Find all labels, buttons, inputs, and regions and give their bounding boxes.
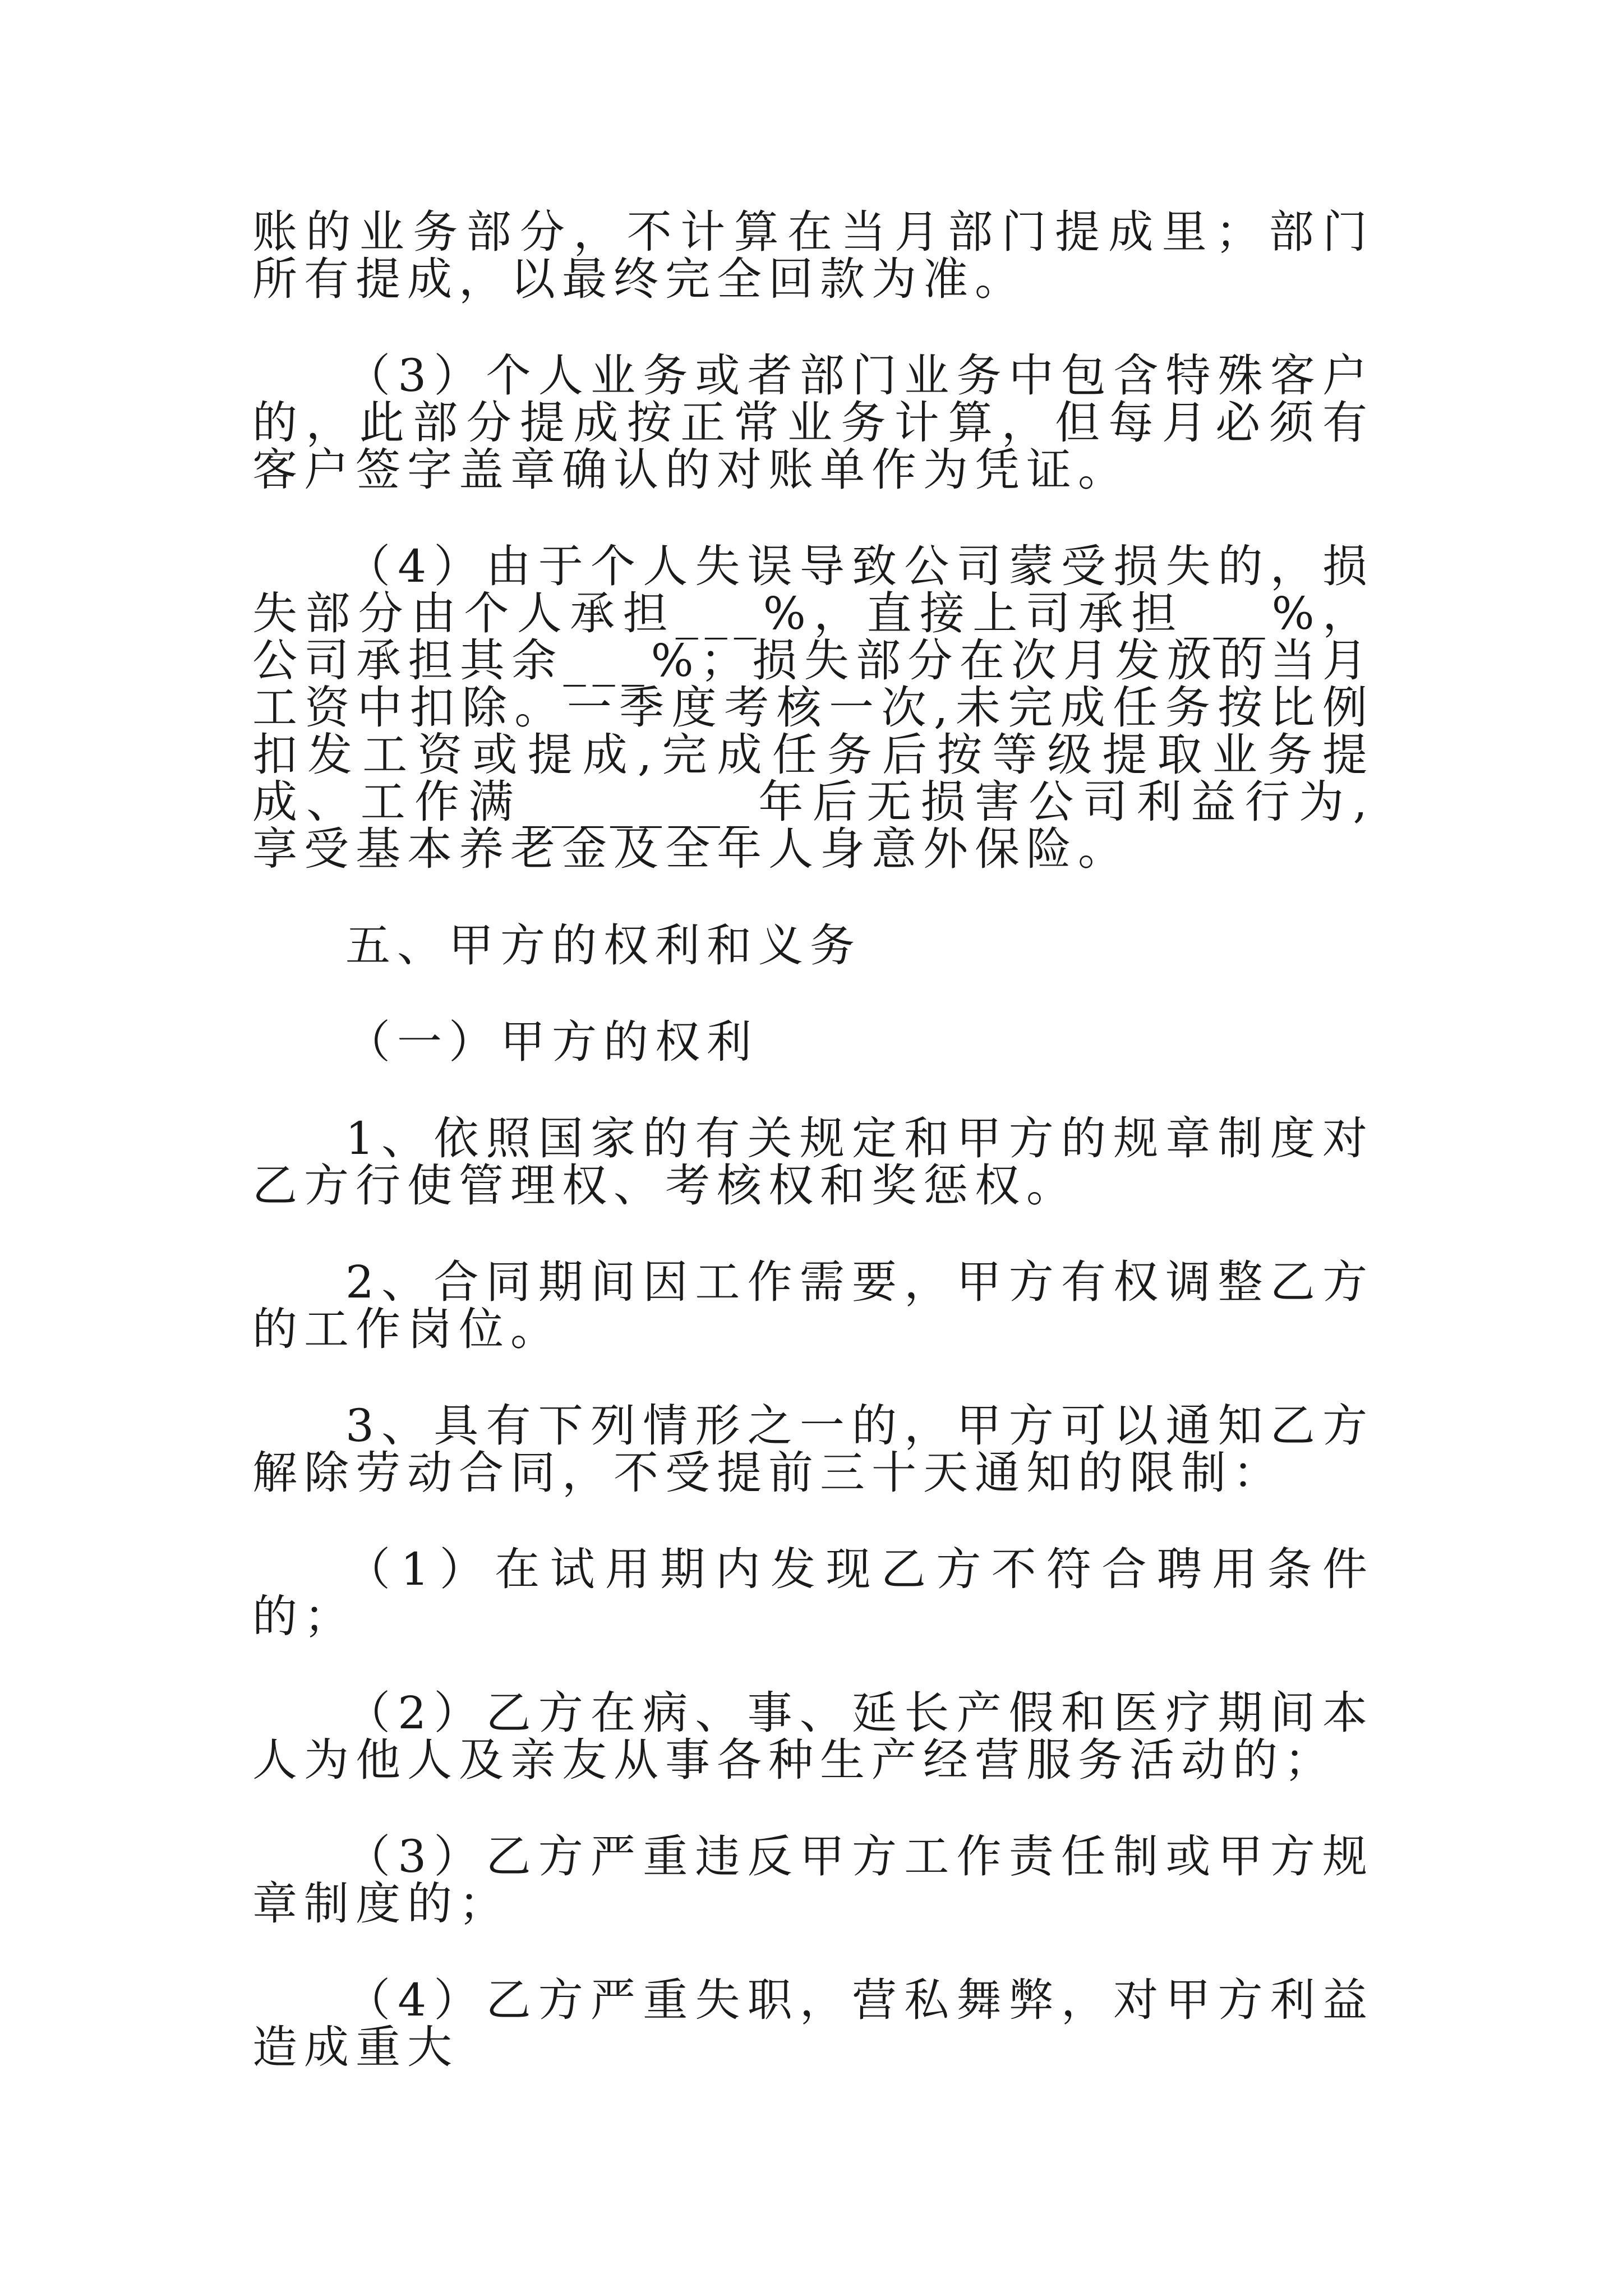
paragraph-item-3-special-clients: （3）个人业务或者部门业务中包含特殊客户的，此部分提成按正常业务计算，但每月必须有客户签字盖章确认的对账单作为凭证。 [252,349,1374,496]
paragraph-continuation: 账的业务部分，不计算在当月部门提成里；部门所有提成，以最终完全回款为准。 [252,206,1374,305]
paragraph-right-1: 1、依照国家的有关规定和甲方的规章制度对乙方行使管理权、考核权和奖惩权。 [252,1112,1374,1212]
paragraph-right-2: 2、合同期间因工作需要，甲方有权调整乙方的工作岗位。 [252,1256,1374,1355]
document-body [252,206,1374,2120]
paragraph-item-4-losses: （4）由于个人失误导致公司蒙受损失的，损失部分由个人承担___%，直接上司承担___%，公司承担其余___%；损失部分在次月发放的当月工资中扣除。一季度考核一次,未完成任务按比例扣发工资或提成,完成任务后按等级提取业务提成、工作满________年后无损害公司利益行为,享受基本养老金及全年人身意外保险。 [252,540,1374,875]
paragraph-right-3: 3、具有下列情形之一的，甲方可以通知乙方解除劳动合同，不受提前三十天通知的限制： [252,1400,1374,1499]
paragraph-condition-2: （2）乙方在病、事、延长产假和医疗期间本人为他人及亲友从事各种生产经营服务活动的； [252,1687,1374,1786]
paragraph-condition-3: （3）乙方严重违反甲方工作责任制或甲方规章制度的； [252,1830,1374,1930]
section-heading-party-a-rights-duties: 五、甲方的权利和义务 [345,919,861,972]
paragraph-condition-4: （4）乙方严重失职，营私舞弊，对甲方利益造成重大 [252,1974,1374,2073]
paragraph-condition-1: （1）在试用期内发现乙方不符合聘用条件的； [252,1543,1374,1642]
subsection-heading-party-a-rights: （一）甲方的权利 [345,1016,758,1068]
